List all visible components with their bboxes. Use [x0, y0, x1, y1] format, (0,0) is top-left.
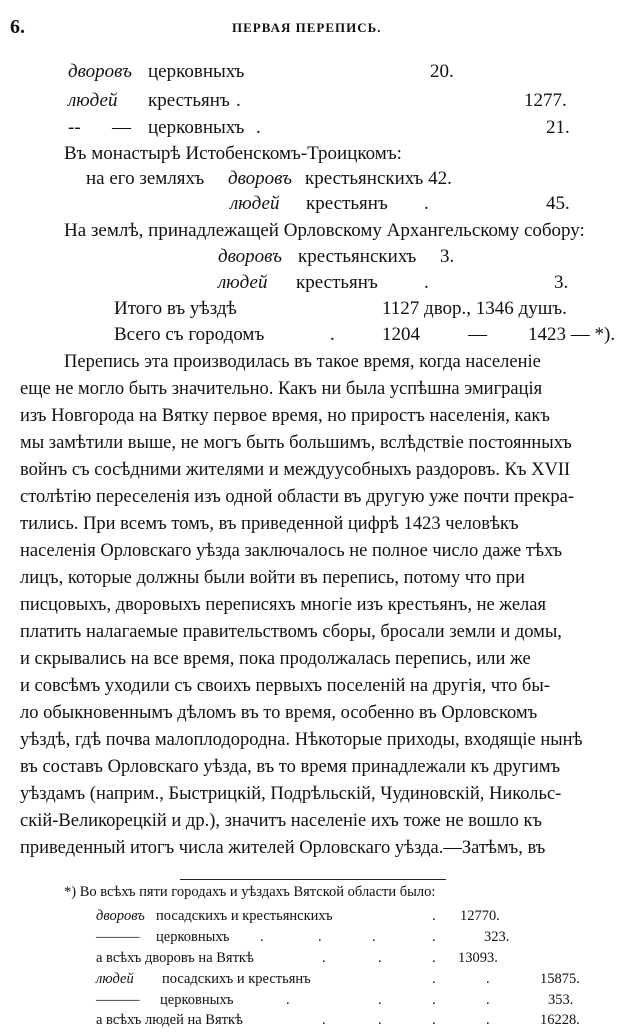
line-2-text: крестьянъ — [148, 90, 230, 111]
footnote-line-3-text: церковныхъ — [156, 929, 230, 945]
footnote-line-3-dot-1: . — [260, 929, 264, 945]
footnote-line-7-dot-1: . — [322, 1012, 326, 1028]
para-line-5: войнъ съ сосѣдними жителями и междуусобныхъ раздоровъ. Къ XVII — [20, 460, 571, 480]
footnote-line-4-text: а всѣхъ дворовъ на Вяткѣ — [96, 950, 254, 966]
line-2-label: людей — [68, 90, 118, 111]
para-line-13: и совсѣмъ уходили съ своихъ первыхъ поселеній на другія, что бы- — [20, 676, 550, 696]
para-line-7: тились. При всемъ томъ, въ приведенной цифрѣ 1423 человѣкъ — [20, 514, 519, 534]
footnote-line-4-dot-2: . — [378, 950, 382, 966]
footnote-line-3-value: 323. — [484, 929, 510, 945]
line-6-value: 45. — [546, 193, 570, 214]
line-3-dot: . — [256, 117, 261, 138]
para-line-3: изъ Новгорода на Вятку первое время, но приростъ населенія, какъ — [20, 406, 550, 426]
para-line-8: населенія Орловскаго уѣзда заключалось не полное число даже тѣхъ — [20, 541, 563, 561]
line-5-text: на его земляхъ — [86, 168, 205, 189]
footnote-line-5-dot-2: . — [486, 971, 490, 987]
line-11-value2: 1423 — *). — [528, 324, 616, 345]
line-3-dash: -- — [68, 117, 81, 138]
para-line-2: еще не могло быть значительно. Какъ ни была успѣшна эмиграція — [20, 379, 543, 399]
footnote-line-3-dot-3: . — [372, 929, 376, 945]
line-1-text: церковныхъ — [148, 61, 245, 82]
line-8-value: 3. — [440, 246, 455, 267]
para-line-10: писцовыхъ, дворовыхъ переписяхъ многіе изъ крестьянъ, не желая — [20, 595, 547, 615]
line-6-text: крестьянъ — [306, 193, 388, 214]
line-5-label: дворовъ — [228, 168, 292, 189]
footnote-line-3-dash: ——— — [96, 929, 140, 945]
footnote-line-5-value: 15875. — [540, 971, 580, 987]
footnote-line-5-label: людей — [96, 971, 134, 987]
line-3-value: 21. — [546, 117, 570, 138]
para-line-16: въ составъ Орловскаго уѣзда, въ то время принадлежали къ другимъ — [20, 757, 561, 777]
line-3-dash2: — — [112, 117, 131, 138]
footnote-rule — [180, 879, 446, 880]
line-3-text: церковныхъ — [148, 117, 245, 138]
line-6-label: людей — [230, 193, 280, 214]
footnote-line-5-dot-1: . — [432, 971, 436, 987]
para-line-9: лицъ, которые должны были войти въ перепись, потому что при — [20, 568, 525, 588]
line-6-dot: . — [424, 193, 429, 214]
line-2-value: 1277. — [524, 90, 567, 111]
line-10-label: Итого въ уѣздѣ — [114, 298, 237, 319]
para-line-1: Перепись эта производилась въ такое время, когда населеніе — [64, 352, 541, 372]
line-9-text: крестьянъ — [296, 272, 378, 293]
line-2-dot: . — [236, 90, 241, 111]
footnote-line-2-text: посадскихъ и крестьянскихъ — [156, 908, 333, 924]
footnote-line-1: *) Во всѣхъ пяти городахъ и уѣздахъ Вятской области было: — [64, 884, 436, 900]
running-title: ПЕРВАЯ ПЕРЕПИСЬ. — [232, 20, 382, 35]
line-8-label: дворовъ — [218, 246, 282, 267]
footnote-line-7-text: а всѣхъ людей на Вяткѣ — [96, 1012, 243, 1028]
footnote-line-3-dot-2: . — [318, 929, 322, 945]
para-line-14: ло обыкновеннымъ дѣломъ въ то время, особенно въ Орловскомъ — [20, 703, 538, 723]
footnote-line-6-dot-2: . — [378, 992, 382, 1008]
line-9-value: 3. — [554, 272, 569, 293]
line-7: На землѣ, принадлежащей Орловскому Архангельскому собору: — [64, 220, 585, 241]
footnote-line-4-dot-1: . — [322, 950, 326, 966]
footnote-line-2-value: 12770. — [460, 908, 500, 924]
footnote-line-6-dot-3: . — [432, 992, 436, 1008]
footnote-line-2-dot: . — [432, 908, 436, 924]
line-1-value: 20. — [430, 61, 454, 82]
footnote-line-7-value: 16228. — [540, 1012, 580, 1028]
footnote-line-7-dot-2: . — [378, 1012, 382, 1028]
line-11-value: 1204 — [382, 324, 420, 345]
footnote-line-3-dot-4: . — [432, 929, 436, 945]
footnote-line-6-dash: ——— — [96, 992, 140, 1008]
para-line-18: скій-Великорецкій и др.), значитъ населеніе ихъ тоже не вошло къ — [20, 811, 543, 831]
para-line-19: приведенный итогъ числа жителей Орловскаго уѣзда.—Затѣмъ, въ — [20, 838, 546, 858]
para-line-6: столѣтію переселенія изъ одной области въ другую уже почти прекра- — [20, 487, 575, 507]
line-11-label: Всего съ городомъ — [114, 324, 265, 345]
footnote-line-6-dot-1: . — [286, 992, 290, 1008]
footnote-line-6-dot-4: . — [486, 992, 490, 1008]
line-4: Въ монастырѣ Истобенскомъ-Троицкомъ: — [64, 143, 402, 164]
footnote-line-5-text: посадскихъ и крестьянъ — [162, 971, 311, 987]
footnote-line-6-value: 353. — [548, 992, 574, 1008]
footnote-line-4-value: 13093. — [458, 950, 498, 966]
line-9-label: людей — [218, 272, 268, 293]
line-1-label: дворовъ — [68, 61, 132, 82]
para-line-15: уѣздѣ, гдѣ почва малоплодородна. Нѣкоторые приходы, входящіе нынѣ — [20, 730, 583, 750]
para-line-11: платить налагаемые правительствомъ сборы, бросали земли и домы, — [20, 622, 562, 642]
footnote-line-2-label: дворовъ — [96, 908, 145, 924]
line-8-text: крестьянскихъ — [298, 246, 417, 267]
footnote-line-7-dot-3: . — [432, 1012, 436, 1028]
line-9-dot: . — [424, 272, 429, 293]
line-10-value: 1127 двор., 1346 душъ. — [382, 298, 567, 319]
footnote-line-4-dot-3: . — [432, 950, 436, 966]
para-line-12: и скрывались на все время, пока продолжалась перепись, или же — [20, 649, 531, 669]
line-11-dash: — — [468, 324, 487, 345]
para-line-4: мы замѣтили выше, не могъ быть большимъ, вслѣдствіе постоянныхъ — [20, 433, 572, 453]
line-5-value: крестьянскихъ 42. — [305, 168, 452, 189]
para-line-17: уѣздамъ (наприм., Быстрицкій, Подрѣльскій, Чудиновскій, Никольс- — [20, 784, 562, 804]
page-number: 6. — [10, 16, 25, 38]
line-11-dot: . — [330, 324, 335, 345]
footnote-line-7-dot-4: . — [486, 1012, 490, 1028]
footnote-line-6-text: церковныхъ — [160, 992, 234, 1008]
